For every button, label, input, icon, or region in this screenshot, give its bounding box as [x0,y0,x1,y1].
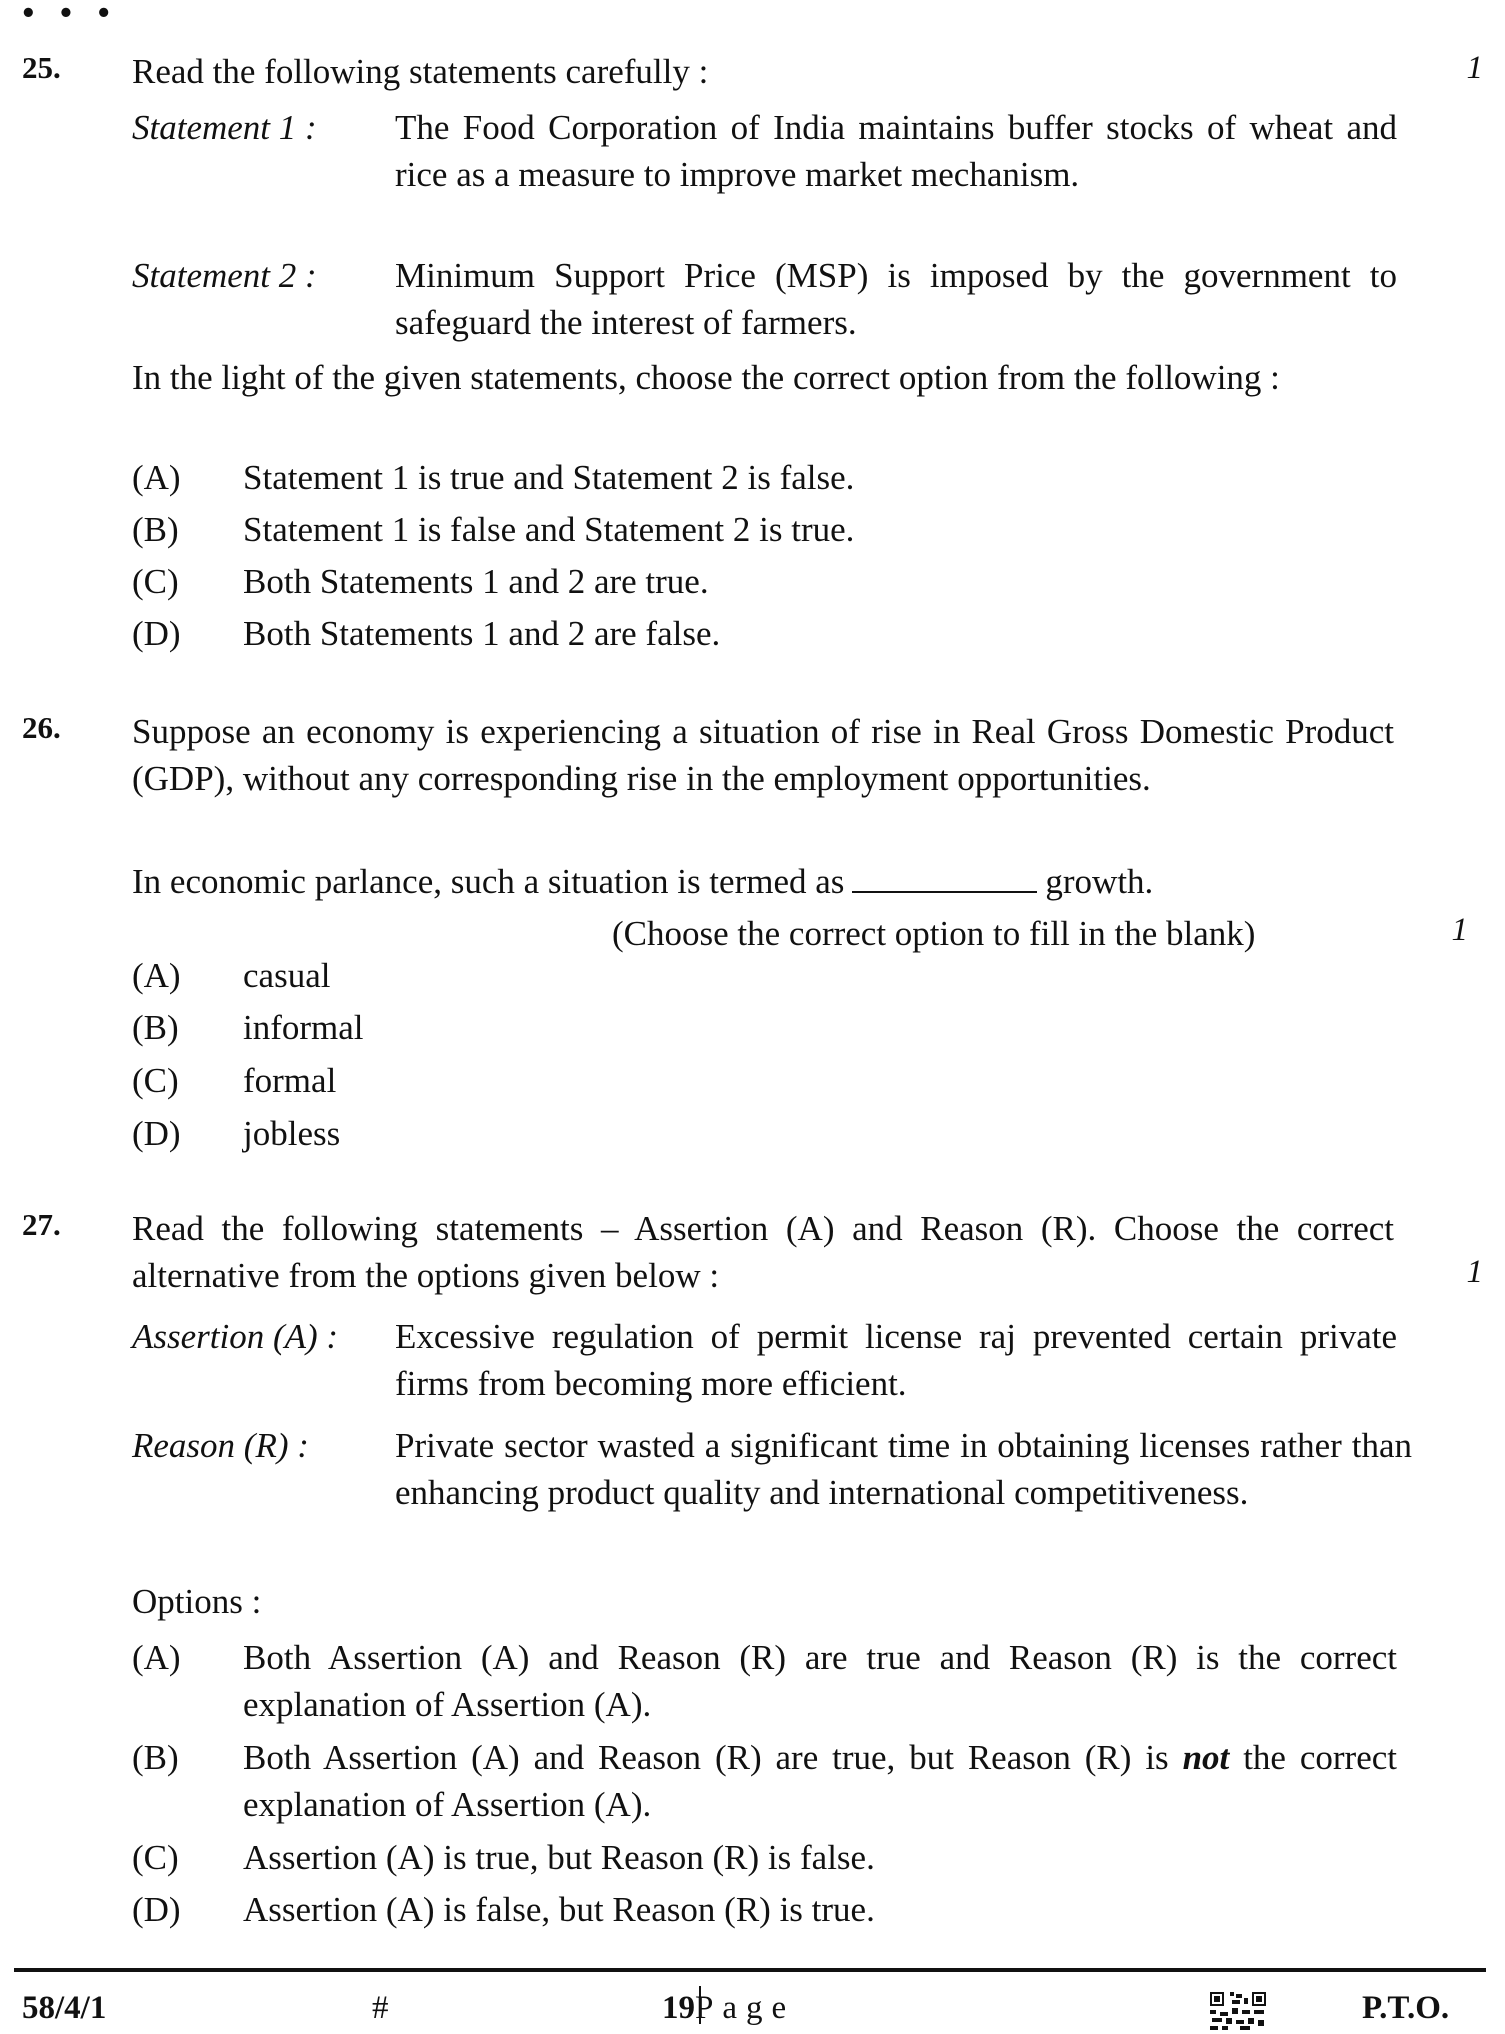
option-text [243,1734,1397,1828]
statement-label: Statement 2 : [132,256,317,295]
marks: 1 [1466,1254,1483,1290]
fill-in-blank-sentence [132,858,1394,905]
option-c[interactable] [132,558,1397,605]
blank-line [852,861,1037,893]
option-a[interactable] [132,1634,1397,1728]
fill-before: In economic parlance, such a situation is termed as [132,862,845,901]
more-dots-icon: • • • [20,0,118,29]
option-b[interactable] [132,1004,1397,1051]
options-heading: Options : [132,1582,262,1621]
option-text-before: Both Assertion (A) and Reason (R) are true, but Reason (R) is [243,1738,1169,1777]
please-turn-over: P.T.O. [1362,1990,1450,2026]
option-label: (C) [132,1061,179,1100]
assertion [132,1313,1397,1407]
question-instruction: In the light of the given statements, choose the correct option from the following : [132,358,1280,397]
option-label: (B) [132,1738,179,1777]
option-a[interactable] [132,952,1397,999]
reason-text: Private sector wasted a significant time in obtaining licenses rather than enhancing product quality and international competitiveness. [395,1426,1412,1512]
page-number: 19 [662,1990,695,2026]
option-text: Both Statements 1 and 2 are false. [243,614,721,653]
question-number: 27. [22,1207,61,1242]
option-c[interactable] [132,1834,1397,1881]
option-text: Assertion (A) is false, but Reason (R) is true. [243,1890,875,1929]
statement-text: Minimum Support Price (MSP) is imposed by the government to safeguard the interest of farmers. [395,256,1397,342]
option-c[interactable] [132,1057,1397,1104]
option-label: (C) [132,562,179,601]
reason-label: Reason (R) : [132,1426,309,1465]
statement-text: The Food Corporation of India maintains buffer stocks of wheat and rice as a measure to improve market mechanism. [395,108,1397,194]
option-b[interactable] [132,1734,1397,1828]
option-a[interactable] [132,454,1397,501]
option-d[interactable] [132,1886,1397,1933]
assertion-label: Assertion (A) : [132,1317,339,1356]
option-label: (B) [132,1008,179,1047]
option-text: casual [243,956,331,995]
question-stem: Suppose an economy is experiencing a situation of rise in Real Gross Domestic Product (GDP), without any corresponding rise in the employment opportunities. [132,712,1394,798]
option-text: Both Statements 1 and 2 are true. [243,562,709,601]
option-label: (D) [132,1890,181,1929]
option-d[interactable] [132,610,1397,657]
question-number: 26. [22,710,61,745]
statement-1 [132,104,1397,198]
option-text: Assertion (A) is true, but Reason (R) is false. [243,1838,875,1877]
marks: 1 [1466,50,1483,86]
option-label: (D) [132,1114,181,1153]
option-b[interactable] [132,506,1397,553]
assertion-text: Excessive regulation of permit license raj prevented certain private firms from becoming more efficient. [395,1317,1397,1403]
page-label: Page [695,1990,796,2026]
option-text: informal [243,1008,364,1047]
question-instruction: (Choose the correct option to fill in the blank) [612,914,1256,953]
page-indicator [662,1986,796,2030]
option-label: (C) [132,1838,179,1877]
footer-divider [14,1968,1486,1972]
option-label: (A) [132,458,181,497]
option-text-after: the correct explanation of Assertion (A). [243,1738,1397,1824]
fill-after: growth. [1045,862,1154,901]
qr-code-icon [1210,1992,1266,2030]
option-text: Statement 1 is false and Statement 2 is true. [243,510,855,549]
option-label: (A) [132,956,181,995]
question-stem: Read the following statements carefully : [132,52,709,91]
question-stem: Read the following statements – Assertion (A) and Reason (R). Choose the correct alternative from the options given below : [132,1209,1394,1295]
option-label: (B) [132,510,179,549]
emphasis-not: not [1182,1738,1230,1777]
reason [132,1422,1412,1516]
option-text: Both Assertion (A) and Reason (R) are true and Reason (R) is the correct explanation of Assertion (A). [243,1638,1397,1724]
option-text: formal [243,1061,337,1100]
marks: 1 [1451,912,1468,948]
hash-symbol: # [372,1990,389,2026]
page-footer [0,1986,1505,2034]
option-d[interactable] [132,1110,1397,1157]
statement-2 [132,252,1397,346]
statement-label: Statement 1 : [132,108,317,147]
option-label: (D) [132,614,181,653]
option-label: (A) [132,1638,181,1677]
option-text: Statement 1 is true and Statement 2 is false. [243,458,855,497]
option-text: jobless [243,1114,341,1153]
paper-code: 58/4/1 [22,1990,107,2026]
question-number: 25. [22,50,61,85]
